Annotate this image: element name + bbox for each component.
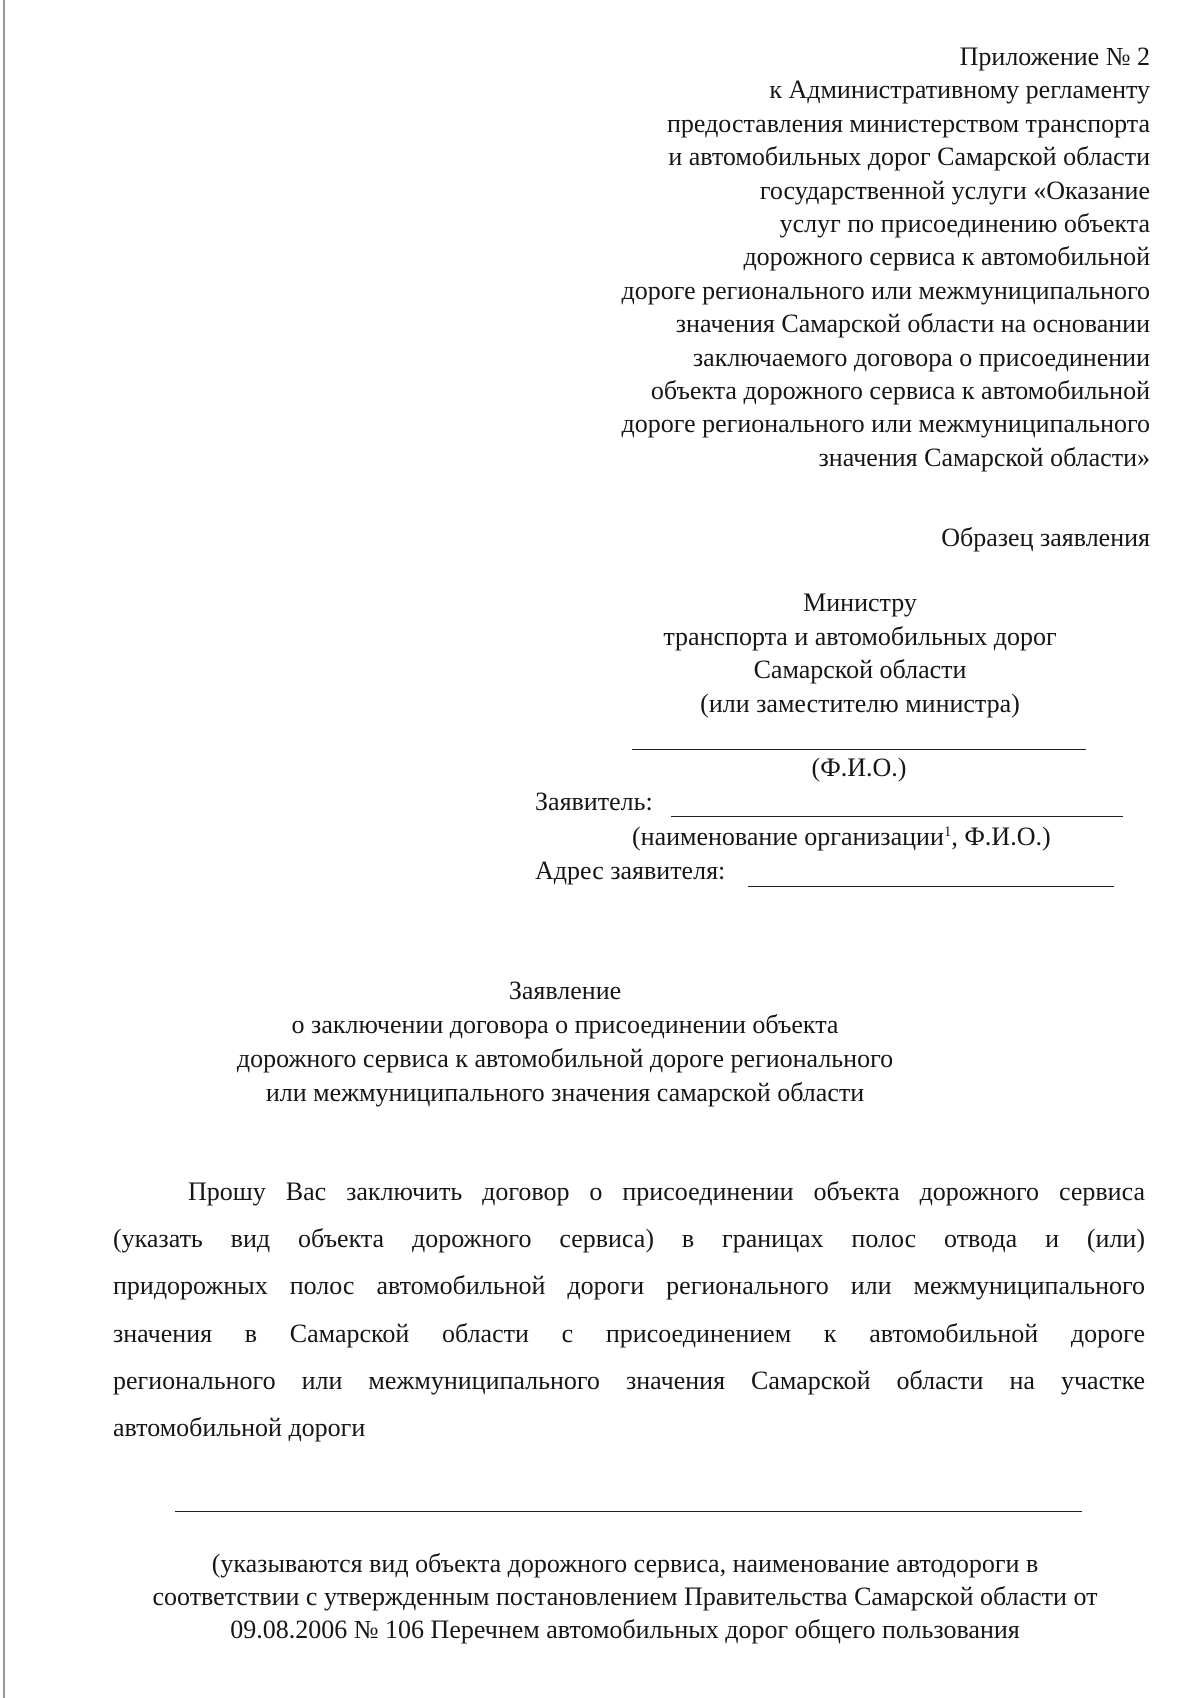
appendix-line: к Административному регламенту — [769, 75, 1150, 105]
address-blank-line[interactable] — [748, 886, 1114, 887]
applicant-caption-text: (наименование организации — [632, 822, 944, 851]
footnote-line: (указываются вид объекта дорожного сервиса, наименование автодороги в — [211, 1549, 1039, 1578]
appendix-line: заключаемого договора о присоединении — [692, 342, 1150, 372]
body-line: значения в Самарской области с присоединением к автомобильной дороге — [113, 1318, 1145, 1348]
sample-label: Образец заявления — [941, 523, 1150, 552]
appendix-line: значения Самарской области» — [818, 442, 1150, 472]
addressee-line: (или заместителю министра) — [700, 688, 1020, 718]
road-section-blank-line[interactable] — [175, 1511, 1082, 1512]
fio-blank-line[interactable] — [632, 749, 1086, 750]
statement-body — [113, 1168, 1145, 1451]
applicant-blank-line[interactable] — [671, 816, 1123, 817]
scan-edge-line — [3, 0, 5, 1698]
appendix-line: государственной услуги «Оказание — [759, 175, 1150, 205]
appendix-line: и автомобильных дорог Самарской области — [668, 142, 1150, 172]
body-line: придорожных полос автомобильной дороги регионального или межмуниципального — [113, 1271, 1145, 1301]
applicant-caption-tail: , Ф.И.О.) — [951, 822, 1051, 851]
appendix-line: объекта дорожного сервиса к автомобильной — [650, 376, 1150, 406]
appendix-line: дороге регионального или межмуниципального — [621, 275, 1150, 305]
applicant-label: Заявитель: — [535, 787, 653, 816]
address-label: Адрес заявителя: — [535, 856, 726, 885]
footnote-line: соответствии с утвержденным постановлением Правительства Самарской области от — [152, 1582, 1098, 1611]
statement-title — [150, 974, 980, 1110]
statement-title-line: о заключении договора о присоединении объекта — [291, 1010, 839, 1039]
body-line: автомобильной дороги — [113, 1413, 366, 1443]
appendix-line: дороге регионального или межмуниципального — [621, 409, 1150, 439]
body-line: регионального или межмуниципального значения Самарской области на участке — [113, 1365, 1145, 1395]
statement-title-line: Заявление — [508, 976, 622, 1005]
footnote-ref: 1 — [943, 824, 952, 840]
body-line: Прошу Вас заключить договор о присоединении объекта дорожного сервиса — [188, 1177, 1145, 1206]
addressee-block — [620, 586, 1100, 720]
appendix-line: Приложение № 2 — [959, 42, 1150, 71]
footnote-line: 09.08.2006 № 106 Перечнем автомобильных дорог общего пользования — [230, 1615, 1020, 1644]
statement-title-line: или межмуниципального значения самарской области — [265, 1078, 865, 1107]
statement-title-line: дорожного сервиса к автомобильной дороге регионального — [236, 1044, 894, 1073]
fio-caption: (Ф.И.О.) — [811, 753, 907, 782]
body-line: (указать вид объекта дорожного сервиса) в границах полос отвода и (или) — [113, 1224, 1145, 1254]
appendix-line: предоставления министерством транспорта — [666, 108, 1150, 138]
appendix-line: значения Самарской области на основании — [675, 309, 1150, 339]
addressee-line: Министру — [803, 588, 917, 617]
applicant-caption — [632, 821, 1051, 853]
addressee-line: транспорта и автомобильных дорог — [663, 621, 1057, 651]
appendix-line: дорожного сервиса к автомобильной — [743, 242, 1150, 272]
addressee-line: Самарской области — [753, 655, 967, 685]
appendix-line: услуг по присоединению объекта — [779, 209, 1150, 239]
footnote-caption — [100, 1547, 1150, 1646]
appendix-header — [450, 40, 1150, 474]
